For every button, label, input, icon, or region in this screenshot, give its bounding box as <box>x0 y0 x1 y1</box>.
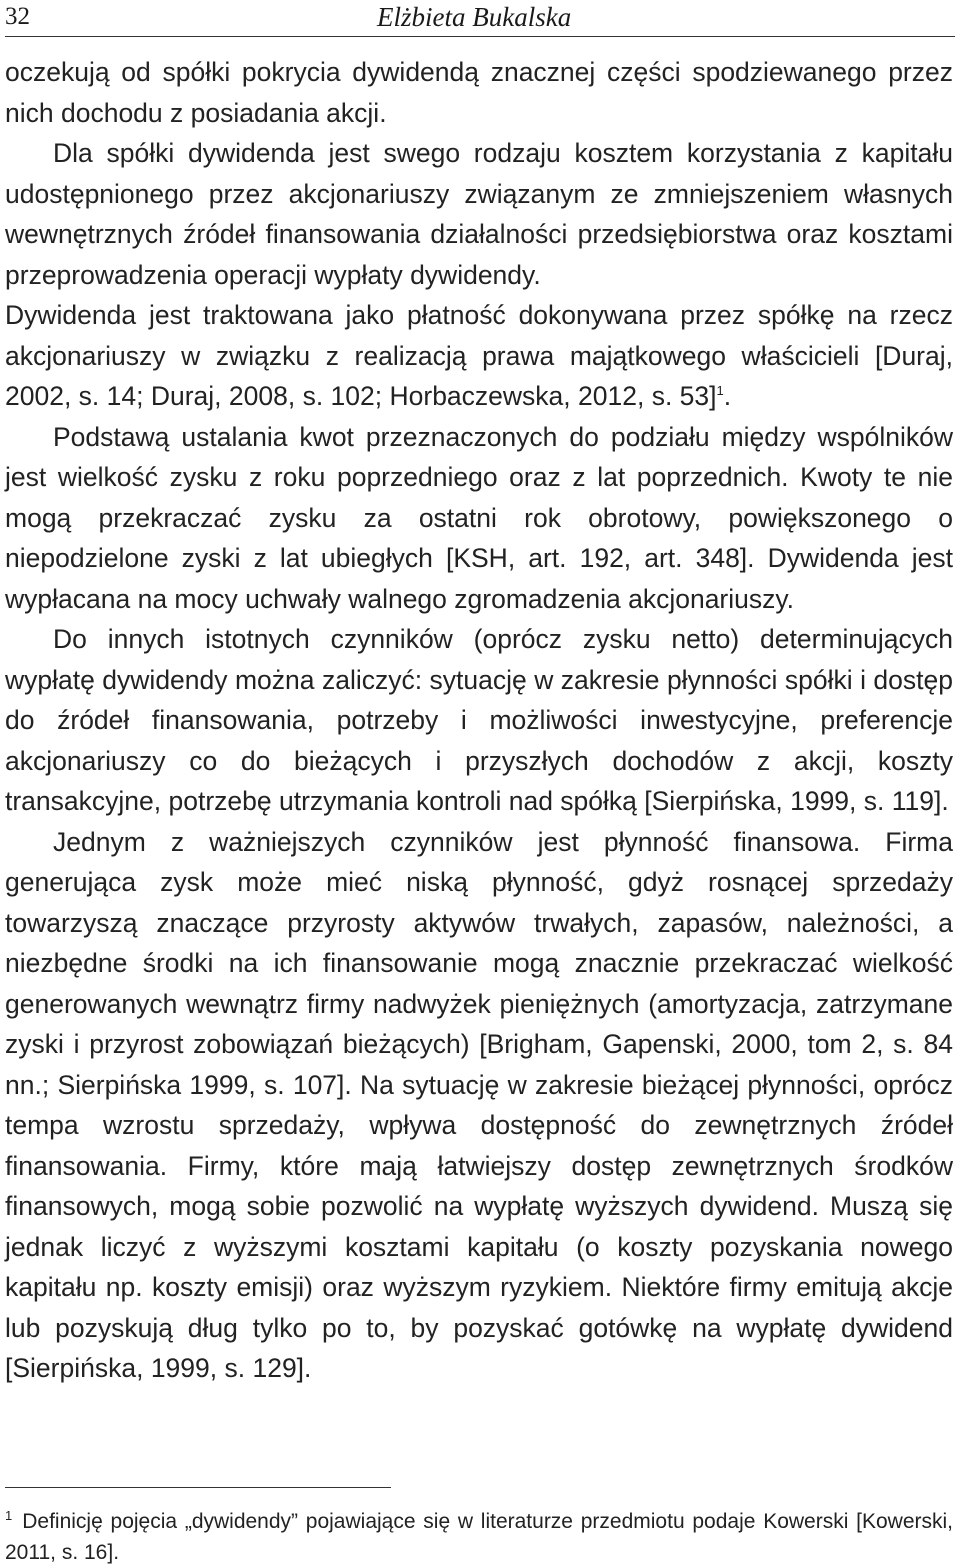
paragraph-6: Jednym z ważniejszych czynników jest płynność finansowa. Firma generująca zysk może mieć niską płynność, gdyż rosnącej sprzedaży towarzyszą znaczące przyrosty aktywów trwałych, zapasów, należności, a niezbędne środki na ich finansowanie mogą znacznie przekraczać wielkość generowanych wewnątrz firmy nadwyżek pieniężnych (amortyzacja, zatrzymane zyski i przyrost zobowiązań bieżących) [Brigham, Gapenski, 2000, tom 2, s. 84 nn.; Sierpińska 1999, s. 107]. Na sytuację w zakresie bieżącej płynności, oprócz tempa wzrostu sprzedaży, wpływa dostępność do zewnętrznych źródeł finansowania. Firmy, które mają łatwiejszy dostęp zewnętrznych środków finansowych, mogą sobie pozwolić na wypłatę wyższych dywidend. Muszą się jednak liczyć z wyższymi kosztami kapitału (o koszty pozyskania nowego kapitału np. koszty emisji) oraz wyższym ryzykiem. Niektóre firmy emitują akcje lub pozyskują dług tylko po to, by pozyskać gotówkę na wypłatę dywidend [Sierpińska, 1999, s. 129]. <box>5 826 953 1383</box>
paragraph-3-text: Dywidenda jest traktowana jako płatność dokonywana przez spółkę na rzecz akcjonariuszy w związku z realizacją prawa majątkowego właścicieli [Duraj, 2002, s. 14; Duraj, 2008, s. 102; Horbaczewska, 2012, s. 53] <box>5 300 953 411</box>
paragraph-3-end: . <box>723 381 732 411</box>
header-rule <box>5 36 955 37</box>
paragraph-1: oczekują od spółki pokrycia dywidendą znacznej części spodziewanego przez nich dochodu z posiadania akcji. <box>5 57 953 128</box>
body-text <box>5 52 953 1389</box>
running-head-author: Elżbieta Bukalska <box>377 2 572 32</box>
footnote-number: 1 <box>5 1508 13 1523</box>
footnote-text: Definicję pojęcia „dywidendy” pojawiające się w literaturze przedmiotu podaje Kowerski [Kowerski, 2011, s. 16]. <box>5 1510 953 1564</box>
paragraph-2: Dla spółki dywidenda jest swego rodzaju kosztem korzystania z kapitału udostępnionego przez akcjonariuszy związanym ze zmniejszeniem własnych wewnętrznych źródeł finansowania działalności przedsiębiorstwa oraz kosztami przeprowadzenia operacji wypłaty dywidendy. <box>5 138 953 290</box>
footnote <box>5 1506 953 1568</box>
footnote-rule <box>5 1487 391 1488</box>
paragraph-3 <box>5 295 953 417</box>
page-number: 32 <box>5 3 30 30</box>
paragraph-5: Do innych istotnych czynników (oprócz zysku netto) determinujących wypłatę dywidendy można zaliczyć: sytuację w zakresie płynności spółki i dostęp do źródeł finansowania, potrzeby i możliwości inwestycyjne, preferencje akcjonariuszy co do bieżących i przyszłych dochodów z akcji, koszty transakcyjne, potrzebę utrzymania kontroli nad spółką [Sierpińska, 1999, s. 119]. <box>5 624 953 816</box>
paragraph-4: Podstawą ustalania kwot przeznaczonych do podziału między wspólników jest wielkość zysku z roku poprzedniego oraz z lat poprzednich. Kwoty te nie mogą przekraczać zysku za ostatni rok obrotowy, powiększonego o niepodzielone zyski z lat ubiegłych [KSH, art. 192, art. 348]. Dywidenda jest wypłacana na mocy uchwały walnego zgromadzenia akcjonariuszy. <box>5 421 953 614</box>
footnote-reference[interactable]: 1 <box>716 383 724 399</box>
running-header <box>5 0 955 36</box>
